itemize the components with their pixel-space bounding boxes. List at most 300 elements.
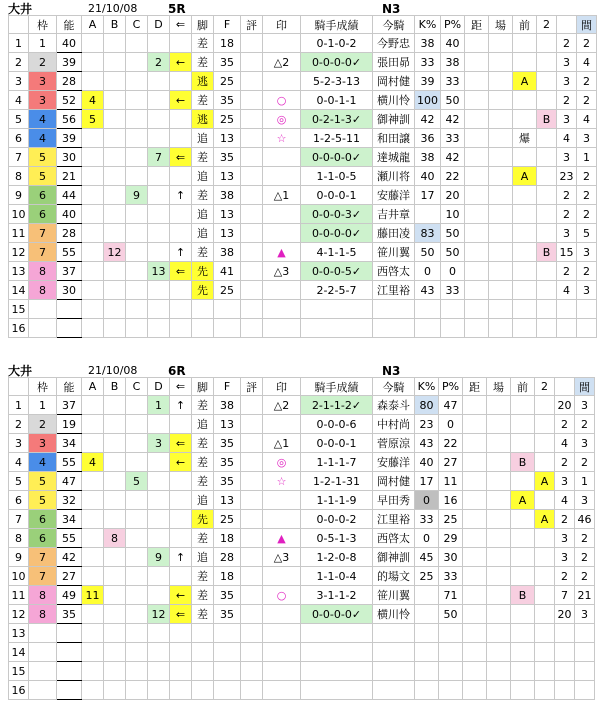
header-cell: K% [415,16,441,34]
mae-cell [513,186,537,205]
mark-cell [263,662,301,681]
noh-cell: 39 [57,129,82,148]
ba-cell [489,281,513,300]
f-cell: 13 [214,129,241,148]
p-pct-cell: 0 [439,415,463,434]
mark-cell: ☆ [263,472,301,491]
mae-cell [513,53,537,72]
kyaku-cell: 先 [192,510,214,529]
row-number: 2 [9,415,29,434]
header-cell: F [214,16,241,34]
kyaku-cell: 逃 [192,110,214,129]
ni-cell [537,34,557,53]
p-pct-cell: 50 [441,224,465,243]
noh-cell: 44 [57,186,82,205]
col-c [126,300,148,319]
table-row [9,624,595,643]
noh-cell: 55 [57,243,82,262]
header-cell: 評 [241,378,263,396]
f-cell: 35 [214,472,241,491]
header-corner [9,378,29,396]
ma-cell: 21 [575,586,595,605]
hyo-cell [241,567,263,586]
f-cell: 35 [214,91,241,110]
noh-cell [57,643,82,662]
jockey-cell: 笹川翼 [373,243,415,262]
venue-label: 大井 [8,2,33,16]
mark-cell [263,34,301,53]
jockey-cell: 達城龍 [373,148,415,167]
p-pct-cell: 33 [441,129,465,148]
race-number: 6R [168,364,186,378]
k-pct-cell: 83 [415,224,441,243]
p-pct-cell [439,681,463,700]
hyo-cell [241,491,263,510]
col-d [148,34,170,53]
header-cell: A [82,378,104,396]
jockey-cell: 御神訓 [373,548,415,567]
p-pct-cell [441,319,465,338]
mae-cell [513,262,537,281]
arrow-cell: ↑ [170,396,192,415]
p-pct-cell [439,662,463,681]
table-row [9,491,595,510]
ni-cell [535,434,555,453]
col-d: 12 [148,605,170,624]
arrow-cell [170,319,192,338]
k-pct-cell [415,300,441,319]
mae-cell [513,205,537,224]
p-pct-cell: 11 [439,472,463,491]
table-row [9,586,595,605]
header-cell: 脚 [192,378,214,396]
ba-cell [487,453,511,472]
col-a [82,491,104,510]
kyo-cell [463,472,487,491]
ba-cell [487,643,511,662]
header-cell: 印 [263,16,301,34]
table-row [9,453,595,472]
waku-cell: 3 [29,434,57,453]
p-pct-cell: 30 [439,548,463,567]
jockey-cell: 菅原涼 [373,434,415,453]
col-a [82,662,104,681]
x-cell: 20 [555,605,575,624]
f-cell [214,319,241,338]
arrow-cell [170,567,192,586]
col-a [82,224,104,243]
mark-cell: △2 [263,53,301,72]
ni-cell [535,567,555,586]
p-pct-cell: 0 [441,262,465,281]
table-row [9,72,597,91]
f-cell [214,662,241,681]
record-cell: 3-1-1-2 [301,586,373,605]
k-pct-cell: 38 [415,34,441,53]
kyo-cell [465,186,489,205]
noh-cell: 32 [57,491,82,510]
p-pct-cell: 50 [441,91,465,110]
ni-cell [537,205,557,224]
x-cell: 2 [555,415,575,434]
header-cell: 能 [57,16,82,34]
table-row [9,567,595,586]
col-d [148,529,170,548]
waku-cell: 8 [29,262,57,281]
record-cell: 0-0-0-0✓ [301,53,373,72]
header-cell: K% [415,378,439,396]
ni-cell [537,148,557,167]
row-number: 13 [9,262,29,281]
kyo-cell [463,662,487,681]
row-number: 16 [9,319,29,338]
col-a: 4 [82,91,104,110]
waku-cell [29,319,57,338]
waku-cell: 3 [29,91,57,110]
col-d [148,510,170,529]
jockey-cell: 中村尚 [373,415,415,434]
waku-cell: 4 [29,129,57,148]
jockey-cell: 江里裕 [373,510,415,529]
record-cell: 0-0-1-1 [301,91,373,110]
waku-cell: 5 [29,491,57,510]
ma-cell [575,662,595,681]
noh-cell: 40 [57,34,82,53]
col-b [104,72,126,91]
record-cell: 2-2-5-7 [301,281,373,300]
hyo-cell [241,281,263,300]
ba-cell [487,510,511,529]
waku-cell: 2 [29,53,57,72]
header-cell: 印 [263,378,301,396]
kyo-cell [465,91,489,110]
noh-cell: 55 [57,529,82,548]
mae-cell [513,148,537,167]
ni-cell [535,643,555,662]
col-a: 5 [82,110,104,129]
k-pct-cell: 43 [415,281,441,300]
mae-cell [513,110,537,129]
p-pct-cell: 25 [439,510,463,529]
ma-cell: 3 [575,434,595,453]
noh-cell: 19 [57,415,82,434]
kyaku-cell: 逃 [192,72,214,91]
header-cell: P% [441,16,465,34]
k-pct-cell [415,662,439,681]
ni-cell [537,91,557,110]
header-cell: B [104,16,126,34]
col-d: 2 [148,53,170,72]
col-b [104,300,126,319]
ma-cell: 3 [577,281,597,300]
waku-cell: 2 [29,415,57,434]
kyaku-cell: 差 [192,605,214,624]
waku-cell [29,624,57,643]
kyaku-cell: 差 [192,186,214,205]
k-pct-cell: 40 [415,167,441,186]
kyaku-cell [192,624,214,643]
ma-cell: 4 [577,110,597,129]
k-pct-cell: 80 [415,396,439,415]
kyo-cell [463,491,487,510]
mae-cell [511,681,535,700]
hyo-cell [241,529,263,548]
kyaku-cell: 追 [192,224,214,243]
kyaku-cell [192,643,214,662]
row-number: 10 [9,205,29,224]
header-row [9,378,595,396]
mark-cell [263,624,301,643]
race-class: N3 [382,2,401,16]
record-cell: 5-2-3-13 [301,72,373,91]
f-cell: 35 [214,586,241,605]
p-pct-cell: 10 [441,205,465,224]
k-pct-cell: 43 [415,434,439,453]
ni-cell: A [535,472,555,491]
ma-cell: 2 [575,453,595,472]
k-pct-cell: 36 [415,129,441,148]
x-cell: 2 [557,186,577,205]
waku-cell: 6 [29,529,57,548]
kyaku-cell: 差 [192,34,214,53]
mae-cell: 爆 [513,129,537,148]
arrow-cell: ⇐ [170,605,192,624]
col-c [126,396,148,415]
row-number: 8 [9,167,29,186]
mae-cell [511,643,535,662]
col-c [126,129,148,148]
col-a [82,472,104,491]
arrow-cell [170,72,192,91]
col-c [126,453,148,472]
row-number: 5 [9,472,29,491]
col-b [104,567,126,586]
noh-cell: 49 [57,586,82,605]
ba-cell [487,396,511,415]
col-b [104,586,126,605]
col-a: 4 [82,453,104,472]
record-cell [301,662,373,681]
col-d: 7 [148,148,170,167]
col-c [126,262,148,281]
row-number: 9 [9,548,29,567]
table-row [9,434,595,453]
col-d: 9 [148,548,170,567]
header-cell: F [214,378,241,396]
mae-cell [513,319,537,338]
k-pct-cell: 33 [415,510,439,529]
ma-cell: 3 [577,243,597,262]
header-cell: D [148,16,170,34]
mae-cell [511,548,535,567]
noh-cell: 37 [57,262,82,281]
jockey-cell: 早田秀 [373,491,415,510]
mae-cell [511,472,535,491]
jockey-cell: 江里裕 [373,281,415,300]
mark-cell: △3 [263,548,301,567]
x-cell: 4 [557,281,577,300]
kyaku-cell [192,300,214,319]
waku-cell: 4 [29,453,57,472]
row-number: 7 [9,148,29,167]
mae-cell [511,434,535,453]
p-pct-cell: 29 [439,529,463,548]
hyo-cell [241,243,263,262]
col-a [82,205,104,224]
arrow-cell: ← [170,453,192,472]
ni-cell [537,167,557,186]
ni-cell [537,262,557,281]
noh-cell: 27 [57,567,82,586]
kyo-cell [465,243,489,262]
f-cell: 13 [214,415,241,434]
hyo-cell [241,262,263,281]
jockey-cell: 安藤洋 [373,186,415,205]
mark-cell: ◎ [263,110,301,129]
col-a [82,643,104,662]
record-cell: 1-2-5-11 [301,129,373,148]
ma-cell: 1 [577,148,597,167]
col-c [126,624,148,643]
table-row [9,243,597,262]
arrow-cell: ↑ [170,186,192,205]
col-c [126,529,148,548]
mark-cell: △1 [263,434,301,453]
f-cell: 38 [214,186,241,205]
kyaku-cell: 追 [192,129,214,148]
mae-cell [513,91,537,110]
jockey-cell [373,643,415,662]
hyo-cell [241,129,263,148]
mark-cell: △3 [263,262,301,281]
noh-cell: 30 [57,281,82,300]
ma-cell: 2 [577,34,597,53]
header-cell: 距 [465,16,489,34]
k-pct-cell: 25 [415,567,439,586]
ni-cell [537,186,557,205]
x-cell: 7 [555,586,575,605]
hyo-cell [241,167,263,186]
kyo-cell [465,129,489,148]
col-d [148,662,170,681]
kyaku-cell: 差 [192,148,214,167]
k-pct-cell: 17 [415,472,439,491]
ba-cell [487,491,511,510]
record-cell: 1-2-0-8 [301,548,373,567]
row-number: 13 [9,624,29,643]
ba-cell [489,110,513,129]
row-number: 4 [9,453,29,472]
jockey-cell [373,624,415,643]
col-a [82,72,104,91]
header-cell: 前 [513,16,537,34]
f-cell: 35 [214,148,241,167]
kyo-cell [463,605,487,624]
header-cell: 枠 [29,16,57,34]
noh-cell [57,681,82,700]
col-c [126,434,148,453]
arrow-cell [170,491,192,510]
hyo-cell [241,510,263,529]
header-corner [9,16,29,34]
row-number: 6 [9,129,29,148]
jockey-cell: 安藤洋 [373,453,415,472]
record-cell: 1-1-1-9 [301,491,373,510]
col-c [126,91,148,110]
kyaku-cell: 追 [192,205,214,224]
col-b [104,129,126,148]
ni-cell [537,224,557,243]
venue-label: 大井 [8,364,33,378]
p-pct-cell: 38 [441,53,465,72]
ba-cell [489,91,513,110]
mark-cell [263,643,301,662]
hyo-cell [241,396,263,415]
header-cell: 評 [241,16,263,34]
noh-cell: 47 [57,472,82,491]
ni-cell [537,129,557,148]
p-pct-cell: 47 [439,396,463,415]
f-cell: 35 [214,53,241,72]
ma-cell: 5 [577,224,597,243]
header-cell [557,16,577,34]
header-cell: 間 [575,378,595,396]
record-cell: 1-1-0-4 [301,567,373,586]
k-pct-cell [415,643,439,662]
mae-cell [511,396,535,415]
col-c [126,167,148,186]
col-b [104,262,126,281]
kyo-cell [463,510,487,529]
ba-cell [489,224,513,243]
header-cell: 場 [487,378,511,396]
noh-cell [57,300,82,319]
x-cell [555,662,575,681]
k-pct-cell [415,319,441,338]
mae-cell: A [513,167,537,186]
mae-cell [513,243,537,262]
x-cell [555,624,575,643]
col-d [148,643,170,662]
col-b [104,224,126,243]
kyaku-cell: 先 [192,262,214,281]
hyo-cell [241,662,263,681]
kyaku-cell [192,681,214,700]
col-a [82,300,104,319]
jockey-cell: 御神訓 [373,110,415,129]
arrow-cell [170,110,192,129]
kyaku-cell: 追 [192,415,214,434]
ba-cell [489,148,513,167]
mae-cell [513,34,537,53]
k-pct-cell: 33 [415,53,441,72]
x-cell: 20 [555,396,575,415]
row-number: 15 [9,300,29,319]
hyo-cell [241,548,263,567]
col-b [104,662,126,681]
jockey-cell: 今野忠 [373,34,415,53]
col-d [148,186,170,205]
header-cell: 間 [577,16,597,34]
col-a [82,53,104,72]
x-cell: 2 [557,91,577,110]
mae-cell [511,567,535,586]
row-number: 1 [9,396,29,415]
ma-cell: 2 [577,186,597,205]
col-a [82,148,104,167]
x-cell: 4 [555,434,575,453]
noh-cell: 34 [57,510,82,529]
